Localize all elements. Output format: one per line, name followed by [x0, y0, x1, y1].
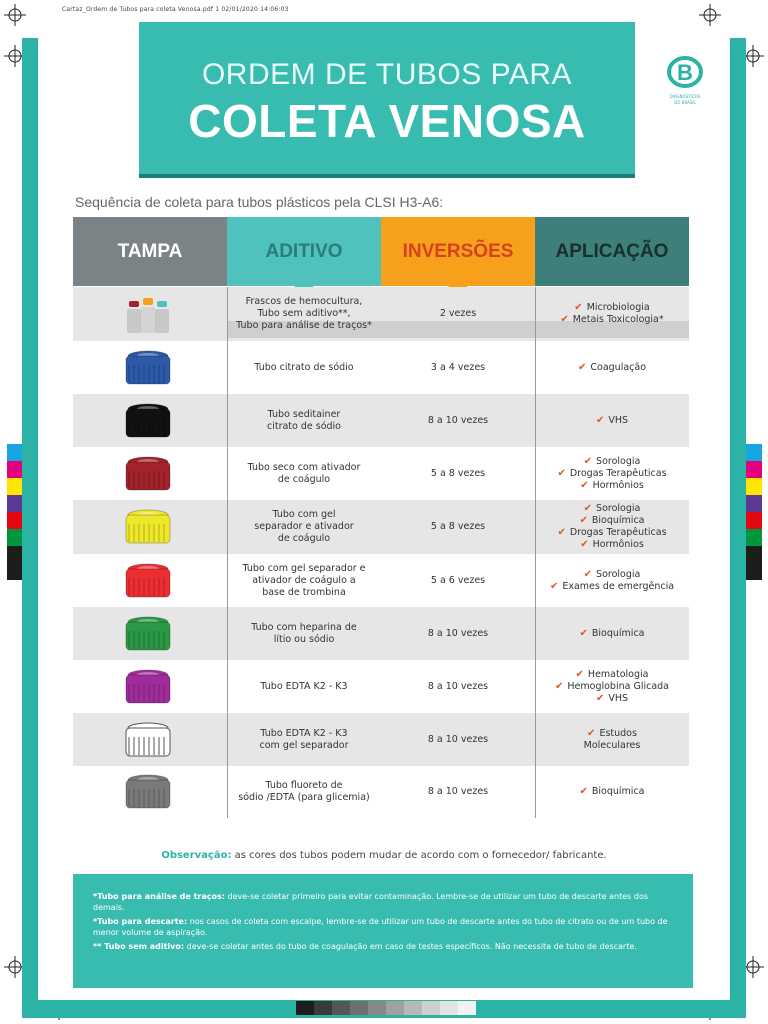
aplicacao-text: Sorologia [596, 568, 641, 580]
aplicacao-item [596, 693, 628, 705]
header-aditivo-label: ADITIVO [265, 240, 343, 262]
header-tampa [73, 217, 227, 286]
tube-cap-icon [123, 402, 173, 444]
svg-text:B: B [677, 60, 693, 85]
aplicacao-text: Sorologia [596, 455, 641, 467]
check-icon: ✔ [579, 786, 588, 797]
aplicacao-item [578, 362, 646, 374]
check-icon: ✔ [595, 414, 605, 426]
aplicacao-cell [535, 607, 689, 660]
note-2-label: *Tubo para descarte: [93, 917, 188, 926]
observation-label: Observação: [161, 850, 232, 861]
aditivo-text: Tubo sem aditivo**, [257, 308, 351, 319]
inversoes-text: 8 a 10 vezes [427, 414, 489, 426]
aplicacao-item [584, 456, 641, 468]
check-icon: ✔ [583, 503, 593, 514]
title-line-2: COLETA VENOSA [188, 95, 586, 147]
tube-cap-icon [123, 295, 171, 339]
aditivo-cell [227, 500, 381, 554]
aditivo-text: de coágulo [277, 533, 331, 544]
aditivo-text: de coágulo [277, 473, 331, 485]
observation [0, 850, 768, 861]
check-icon: ✔ [577, 361, 587, 373]
aplicacao-cell [535, 500, 689, 554]
header-aplicacao-label: APLICAÇÃO [555, 240, 669, 262]
title-line-1: ORDEM DE TUBOS PARA [201, 58, 573, 91]
check-icon: ✔ [583, 455, 593, 467]
aditivo-text: Tubo EDTA K2 - K3 [260, 727, 348, 739]
check-icon: ✔ [580, 539, 589, 550]
aplicacao-item [550, 581, 674, 593]
inversoes-text: 5 a 8 vezes [430, 521, 486, 532]
inversoes-text: 2 vezes [439, 308, 477, 319]
aditivo-text: ativador de coágulo a [252, 574, 356, 586]
header-inversoes-label: INVERSÕES [402, 240, 514, 262]
inversoes-cell [381, 713, 535, 766]
table-row [73, 713, 689, 766]
tube-cap-icon [123, 773, 173, 815]
note-3-label: ** Tubo sem aditivo: [93, 942, 185, 951]
inversoes-cell [381, 660, 535, 713]
aditivo-text: Tubo com heparina de [251, 621, 357, 633]
check-icon: ✔ [574, 302, 583, 313]
inversoes-cell [381, 766, 535, 818]
print-header: Cartaz_Ordem de Tubos para coleta Venosa.pdf 1 02/01/2020 14:06:03 [62, 6, 289, 13]
aplicacao-text: Bioquímica [591, 627, 645, 639]
aditivo-text: Tubo seditainer [267, 408, 341, 420]
aplicacao-item [580, 539, 644, 551]
aplicacao-item [584, 740, 641, 752]
aditivo-text: Tubo com gel separador e [242, 562, 366, 574]
aplicacao-text: Hemoglobina Glicada [567, 680, 669, 692]
inversoes-text: 8 a 10 vezes [427, 627, 489, 639]
brand-logo-text-2: DO BRASIL [674, 100, 696, 105]
aplicacao-text: Bioquímica [591, 786, 645, 797]
aplicacao-item [560, 314, 663, 326]
aplicacao-item [587, 728, 637, 740]
aditivo-cell [227, 394, 381, 447]
aplicacao-cell [535, 713, 689, 766]
tube-cap-icon [123, 721, 173, 763]
aplicacao-text: Hormônios [592, 539, 644, 550]
table-row [73, 660, 689, 713]
aplicacao-item [584, 569, 641, 581]
aplicacao-text: Sorologia [596, 503, 641, 514]
table-row [73, 394, 689, 447]
header-inversoes [381, 217, 535, 286]
aplicacao-cell [535, 341, 689, 394]
check-icon: ✔ [580, 479, 589, 491]
tube-cap-icon [123, 615, 173, 657]
notes-box [73, 874, 693, 988]
inversoes-cell [381, 394, 535, 447]
table-row [73, 607, 689, 660]
aplicacao-item [555, 681, 669, 693]
title-banner [139, 22, 635, 178]
aditivo-text: com gel separador [259, 739, 349, 751]
check-icon: ✔ [575, 668, 584, 680]
aditivo-text: sódio /EDTA (para glicemia) [238, 792, 370, 803]
aditivo-cell [227, 554, 381, 607]
inversoes-text: 8 a 10 vezes [427, 786, 489, 797]
aplicacao-item [580, 628, 645, 640]
inversoes-text: 5 a 8 vezes [430, 467, 486, 479]
brand-logo-icon [667, 55, 703, 89]
inversoes-text: 3 a 4 vezes [430, 361, 486, 373]
note-2-text: nos casos de coleta com escalpe, lembre-se de utilizar um tubo de descarte antes do tubo de citrato ou de um tubo de menor volume de aspiração. [93, 917, 668, 937]
check-icon: ✔ [549, 580, 559, 592]
aplicacao-cell [535, 766, 689, 818]
aplicacao-item [557, 527, 666, 539]
aditivo-text: Frascos de hemocultura, [245, 296, 363, 307]
aplicacao-text: Microbiologia [586, 302, 650, 313]
aplicacao-text: Hematologia [587, 668, 649, 680]
check-icon: ✔ [587, 727, 596, 739]
inversoes-cell [381, 287, 535, 341]
aplicacao-cell [535, 554, 689, 607]
aditivo-cell [227, 341, 381, 394]
aplicacao-item [584, 503, 641, 515]
aditivo-text: Tubo com gel [272, 509, 336, 520]
aplicacao-text: Exames de emergência [562, 580, 675, 592]
tube-cap-icon [123, 349, 173, 391]
aplicacao-item [557, 468, 666, 480]
inversoes-text: 5 a 6 vezes [430, 574, 486, 586]
aplicacao-text: Bioquímica [591, 515, 645, 526]
tube-cap-icon [123, 562, 173, 604]
observation-text: as cores dos tubos podem mudar de acordo com o fornecedor/ fabricante. [231, 850, 607, 861]
aplicacao-text: Moleculares [583, 739, 641, 751]
aplicacao-item [580, 786, 645, 798]
aplicacao-item [576, 669, 649, 681]
table-row [73, 447, 689, 500]
check-icon: ✔ [579, 515, 588, 526]
color-calibration-bar [744, 444, 762, 580]
note-1-text: deve-se coletar primeiro para evitar contaminação. Lembre-se de utilizar um tubo de descarte antes dos demais. [93, 892, 649, 912]
aplicacao-text: Metais Toxicologia* [572, 314, 664, 325]
inversoes-cell [381, 607, 535, 660]
brand-logo [660, 55, 710, 105]
aplicacao-text: VHS [608, 692, 629, 704]
tube-cap-icon [123, 508, 173, 550]
table-row [73, 554, 689, 607]
aditivo-text: Tubo fluoreto de [265, 780, 343, 791]
inversoes-text: 8 a 10 vezes [427, 680, 489, 692]
aplicacao-text: VHS [608, 414, 629, 426]
tube-cap-icon [123, 668, 173, 710]
header-aplicacao [535, 217, 689, 286]
inversoes-cell [381, 500, 535, 554]
inversoes-cell [381, 447, 535, 500]
note-2 [93, 916, 677, 938]
aplicacao-cell [535, 447, 689, 500]
aditivo-cell [227, 660, 381, 713]
inversoes-text: 8 a 10 vezes [427, 733, 489, 745]
check-icon: ✔ [595, 692, 605, 704]
column-divider [227, 287, 228, 818]
aditivo-text: lítio ou sódio [273, 633, 335, 645]
aplicacao-item [596, 415, 628, 427]
aditivo-cell [227, 447, 381, 500]
aplicacao-text: Hormônios [592, 479, 644, 491]
brand-logo-text-1: DIAGNÓSTICOS [669, 94, 701, 99]
tube-cap-icon [123, 455, 173, 497]
inversoes-cell [381, 341, 535, 394]
aditivo-text: Tubo citrato de sódio [254, 361, 354, 373]
header-tampa-label: TAMPA [117, 240, 183, 262]
table-row [73, 341, 689, 394]
aditivo-text: separador e ativador [254, 521, 354, 532]
note-1 [93, 891, 677, 913]
aditivo-cell [227, 713, 381, 766]
aditivo-cell [227, 287, 381, 341]
aditivo-text: citrato de sódio [266, 420, 341, 432]
aplicacao-item [580, 480, 644, 492]
aplicacao-text: Estudos [599, 727, 637, 739]
aditivo-text: Tubo para análise de traços* [236, 320, 372, 331]
subtitle: Sequência de coleta para tubos plásticos pela CLSI H3-A6: [75, 194, 444, 210]
table-row [73, 287, 689, 341]
table-row [73, 500, 689, 554]
grey-calibration-bar [296, 1001, 476, 1015]
aditivo-cell [227, 607, 381, 660]
check-icon: ✔ [557, 527, 566, 538]
aplicacao-text: Drogas Terapêuticas [569, 467, 667, 479]
table-row [73, 766, 689, 818]
registration-mark-icon [699, 4, 721, 26]
aplicacao-cell [535, 660, 689, 713]
check-icon: ✔ [557, 467, 566, 479]
aplicacao-item [574, 302, 649, 314]
column-divider [535, 287, 536, 818]
aditivo-text: base de trombina [262, 586, 346, 598]
check-icon: ✔ [555, 680, 564, 692]
registration-mark-icon [4, 4, 26, 26]
aplicacao-cell [535, 287, 689, 341]
aditivo-text: Tubo seco com ativador [247, 461, 361, 473]
aplicacao-text: Coagulação [590, 361, 647, 373]
check-icon: ✔ [560, 314, 569, 325]
aditivo-cell [227, 766, 381, 818]
note-1-label: *Tubo para análise de traços: [93, 892, 225, 901]
aditivo-text: Tubo EDTA K2 - K3 [260, 680, 348, 692]
check-icon: ✔ [579, 627, 588, 639]
note-3-text: deve-se coletar antes do tubo de coagulação em caso de testes específicos. Não necessita de tubo de descarte. [184, 942, 637, 951]
aplicacao-item [580, 515, 645, 527]
check-icon: ✔ [583, 568, 593, 580]
note-3 [93, 941, 677, 952]
aplicacao-cell [535, 394, 689, 447]
inversoes-cell [381, 554, 535, 607]
header-aditivo [227, 217, 381, 286]
aplicacao-text: Drogas Terapêuticas [569, 527, 667, 538]
